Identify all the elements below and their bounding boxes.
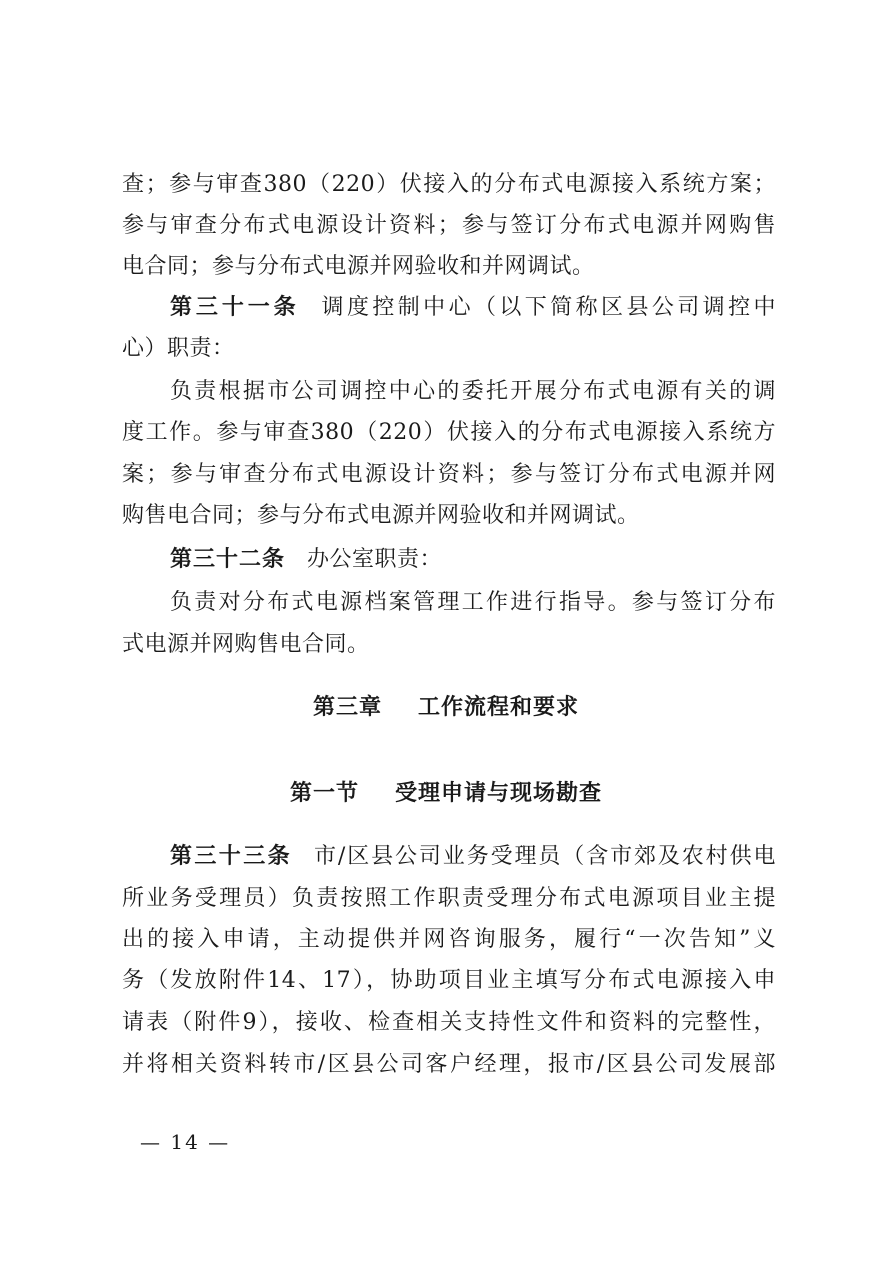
article-33-heading-line (122, 842, 776, 872)
text-line: 所业务受理员）负责按照工作职责受理分布式电源项目业主提 (122, 886, 776, 911)
article-33-text: 市/区县公司业务受理员（含市郊及农村供电 (314, 844, 776, 869)
section-title: 受理申请与现场勘查 (395, 781, 603, 806)
text-line: 案；参与审查分布式电源设计资料；参与签订分布式电源并网 (122, 462, 776, 487)
text-line: 负责根据市公司调控中心的委托开展分布式电源有关的调 (170, 379, 776, 404)
article-32-heading-line (122, 545, 776, 575)
article-31-heading-line (122, 293, 776, 323)
article-32-text: 办公室职责： (307, 547, 443, 572)
article-33-title: 第三十三条 (170, 844, 292, 869)
text-line: 电合同；参与分布式电源并网验收和并网调试。 (122, 254, 595, 279)
section-number: 第一节 (289, 781, 359, 806)
text-line: 购售电合同；参与分布式电源并网验收和并网调试。 (122, 503, 640, 528)
chapter-title: 工作流程和要求 (418, 695, 580, 720)
text-line: 参与审查分布式电源设计资料；参与签订分布式电源并网购售 (122, 213, 776, 238)
text-line: 请表（附件9），接收、检查相关支持性文件和资料的完整性， (122, 1010, 776, 1035)
text-line: 出的接入申请，主动提供并网咨询服务，履行“一次告知”义 (122, 927, 776, 952)
section-heading (0, 779, 892, 809)
text-line: 并将相关资料转市/区县公司客户经理，报市/区县公司发展部 (122, 1052, 776, 1077)
article-31-text: 调度控制中心（以下简称区县公司调控中 (321, 295, 776, 320)
text-line: 式电源并网购售电合同。 (122, 632, 370, 657)
article-31-title: 第三十一条 (170, 295, 300, 320)
text-line: 查；参与审查380（220）伏接入的分布式电源接入系统方案； (122, 172, 776, 197)
chapter-heading (0, 693, 892, 723)
text-line: 度工作。参与审查380（220）伏接入的分布式电源接入系统方 (122, 420, 776, 445)
page-number: — 14 — (140, 1130, 231, 1154)
article-32-title: 第三十二条 (170, 547, 286, 572)
text-line: 心）职责： (122, 336, 235, 361)
chapter-number: 第三章 (312, 695, 382, 720)
text-line: 务（发放附件14、17），协助项目业主填写分布式电源接入申 (122, 968, 776, 993)
text-line: 负责对分布式电源档案管理工作进行指导。参与签订分布 (170, 590, 776, 615)
